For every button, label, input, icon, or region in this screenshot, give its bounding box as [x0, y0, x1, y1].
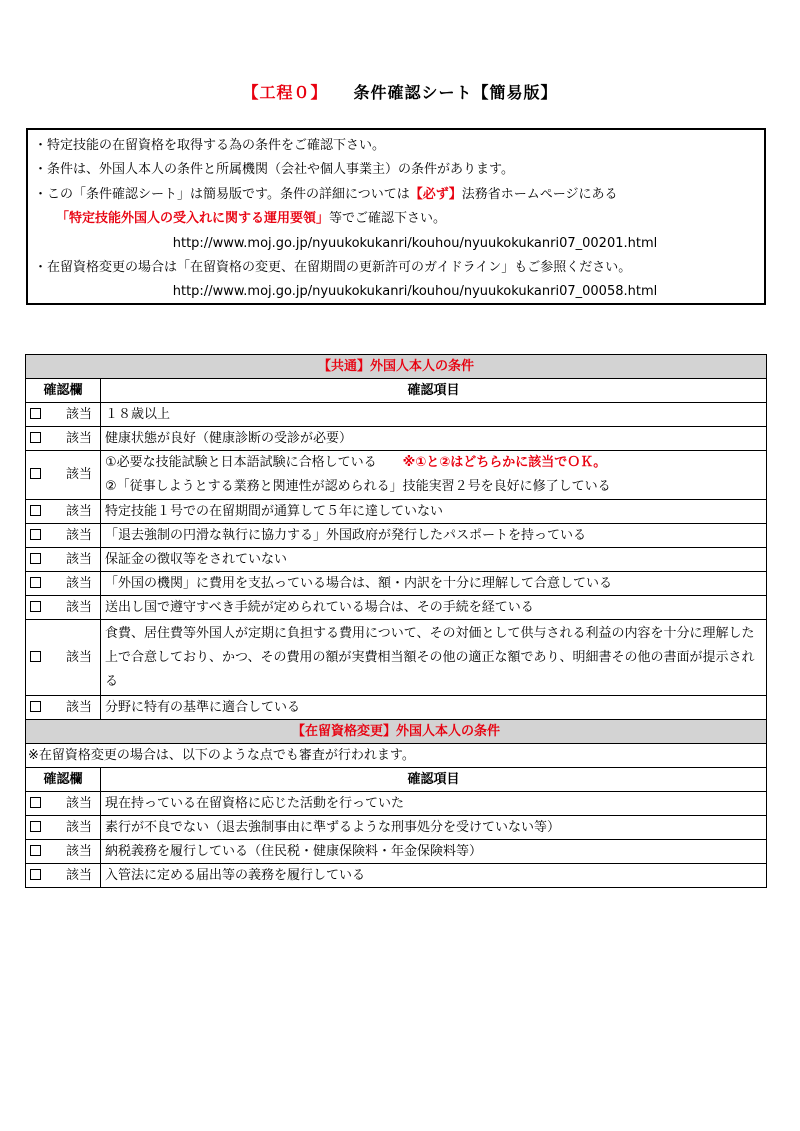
checkbox[interactable]: [30, 601, 41, 612]
table-row: [26, 792, 767, 816]
check-label: 該当: [65, 503, 92, 519]
checkbox[interactable]: [30, 468, 41, 479]
guideline-title: 「特定技能外国人の受入れに関する運用要領」: [56, 211, 330, 227]
checkbox[interactable]: [30, 797, 41, 808]
item-cell: 送出し国で遵守すべき手続が定められている場合は、その手続を経ている: [101, 596, 767, 620]
check-label: 該当: [65, 430, 92, 446]
checkbox[interactable]: [30, 553, 41, 564]
check-cell[interactable]: [26, 864, 101, 888]
check-cell[interactable]: [26, 403, 101, 427]
check-cell[interactable]: [26, 596, 101, 620]
item-cell: 特定技能１号での在留期間が通算して５年に達していない: [101, 500, 767, 524]
title-prefix: 【工程０】: [242, 83, 328, 102]
check-label: 該当: [65, 406, 92, 422]
table-row: [26, 596, 767, 620]
item-text-1: ①必要な技能試験と日本語試験に合格している: [105, 455, 377, 470]
check-cell[interactable]: [26, 840, 101, 864]
table-row: [26, 572, 767, 596]
item-line-2: ②「従事しようとする業務と関連性が認められる」技能実習２号を良好に修了している: [105, 479, 611, 494]
check-label: 該当: [65, 467, 92, 482]
change-band: 【在留資格変更】外国人本人の条件: [26, 720, 767, 744]
title-main: 条件確認シート【簡易版】: [353, 83, 558, 102]
item-cell: [101, 451, 767, 500]
item-cell: 「外国の機関」に費用を支払っている場合は、額・内訳を十分に理解して合意している: [101, 572, 767, 596]
check-cell[interactable]: [26, 620, 101, 696]
col-item-header: 確認項目: [101, 768, 767, 792]
checkbox[interactable]: [30, 651, 41, 662]
notice-must-label: 【必ず】: [409, 186, 462, 202]
table-row: [26, 816, 767, 840]
checkbox[interactable]: [30, 505, 41, 516]
notice-line-2: ・条件は、外国人本人の条件と所属機関（会社や個人事業主）の条件があります。: [34, 162, 514, 178]
check-label: 該当: [65, 527, 92, 543]
check-label: 該当: [65, 699, 92, 715]
table-row: [26, 620, 767, 696]
check-label: 該当: [65, 819, 92, 835]
table-row: [26, 403, 767, 427]
notice-line-5: ・在留資格変更の場合は「在留資格の変更、在留期間の更新許可のガイドライン」もご参照ください。: [34, 259, 632, 275]
conditions-table: [25, 354, 767, 888]
common-header-row: [26, 379, 767, 403]
check-cell[interactable]: [26, 427, 101, 451]
item-cell: 「退去強制の円滑な執行に協力する」外国政府が発行したパスポートを持っている: [101, 524, 767, 548]
table-row: [26, 840, 767, 864]
checkbox[interactable]: [30, 821, 41, 832]
table-row: [26, 696, 767, 720]
notice-line-3-tail: 法務省ホームページにある: [461, 186, 618, 202]
checkbox[interactable]: [30, 529, 41, 540]
notice-line-4: [34, 207, 756, 231]
table-row: [26, 500, 767, 524]
table-row: [26, 451, 767, 500]
check-cell[interactable]: [26, 572, 101, 596]
notice-line-4-tail: 等でご確認下さい。: [329, 211, 447, 227]
item-cell: 現在持っている在留資格に応じた活動を行っていた: [101, 792, 767, 816]
change-note: ※在留資格変更の場合は、以下のような点でも審査が行われます。: [26, 744, 767, 768]
check-cell[interactable]: [26, 500, 101, 524]
checkbox[interactable]: [30, 701, 41, 712]
item-cell: 素行が不良でない（退去強制事由に準ずるような刑事処分を受けていない等）: [101, 816, 767, 840]
check-cell[interactable]: [26, 548, 101, 572]
checkbox[interactable]: [30, 432, 41, 443]
col-item-header: 確認項目: [101, 379, 767, 403]
check-label: 該当: [65, 551, 92, 567]
check-cell[interactable]: [26, 451, 101, 500]
item-cell: 分野に特有の基準に適合している: [101, 696, 767, 720]
item-cell: １８歳以上: [101, 403, 767, 427]
table-row: [26, 427, 767, 451]
check-label: 該当: [65, 867, 92, 883]
item-cell: 納税義務を履行している（住民税・健康保険料・年金保険料等）: [101, 840, 767, 864]
check-cell[interactable]: [26, 524, 101, 548]
check-label: 該当: [65, 599, 92, 615]
item-cell: 健康状態が良好（健康診断の受診が必要）: [101, 427, 767, 451]
notice-line-1: ・特定技能の在留資格を取得する為の条件をご確認下さい。: [34, 138, 386, 153]
check-cell[interactable]: [26, 696, 101, 720]
notice-url-1[interactable]: http://www.moj.go.jp/nyuukokukanri/kouhou/nyuukokukanri07_00201.html: [172, 235, 658, 251]
page-title: [0, 80, 800, 103]
check-label: 該当: [65, 795, 92, 811]
table-row: [26, 548, 767, 572]
col-check-header: 確認欄: [26, 379, 101, 403]
notice-url-2[interactable]: http://www.moj.go.jp/nyuukokukanri/kouhou/nyuukokukanri07_00058.html: [172, 284, 658, 300]
common-band: 【共通】外国人本人の条件: [26, 355, 767, 379]
checkbox[interactable]: [30, 408, 41, 419]
table-row: [26, 864, 767, 888]
checkbox[interactable]: [30, 577, 41, 588]
check-cell[interactable]: [26, 792, 101, 816]
either-ok-note: ※①と②はどちらかに該当でＯＫ。: [402, 455, 607, 470]
change-header-row: [26, 768, 767, 792]
check-label: 該当: [65, 575, 92, 591]
item-cell: 入管法に定める届出等の義務を履行している: [101, 864, 767, 888]
item-cell: 保証金の徴収等をされていない: [101, 548, 767, 572]
check-label: 該当: [65, 843, 92, 859]
change-band-row: [26, 720, 767, 744]
checkbox[interactable]: [30, 845, 41, 856]
notice-line-3: [34, 183, 756, 207]
check-cell[interactable]: [26, 816, 101, 840]
change-note-row: [26, 744, 767, 768]
table-row: [26, 524, 767, 548]
common-band-row: [26, 355, 767, 379]
notice-box: [26, 128, 766, 305]
notice-line-3-text: ・この「条件確認シート」は簡易版です。条件の詳細については: [34, 186, 410, 202]
item-line-1: [105, 451, 764, 475]
checkbox[interactable]: [30, 869, 41, 880]
col-check-header: 確認欄: [26, 768, 101, 792]
item-cell: 食費、居住費等外国人が定期に負担する費用について、その対価として供与される利益の内容を十分に理解した上で合意しており、かつ、その費用の額が実費相当額その他の適正な額であり、明細書その他の書面が提示される: [101, 620, 767, 696]
check-label: 該当: [65, 649, 92, 665]
